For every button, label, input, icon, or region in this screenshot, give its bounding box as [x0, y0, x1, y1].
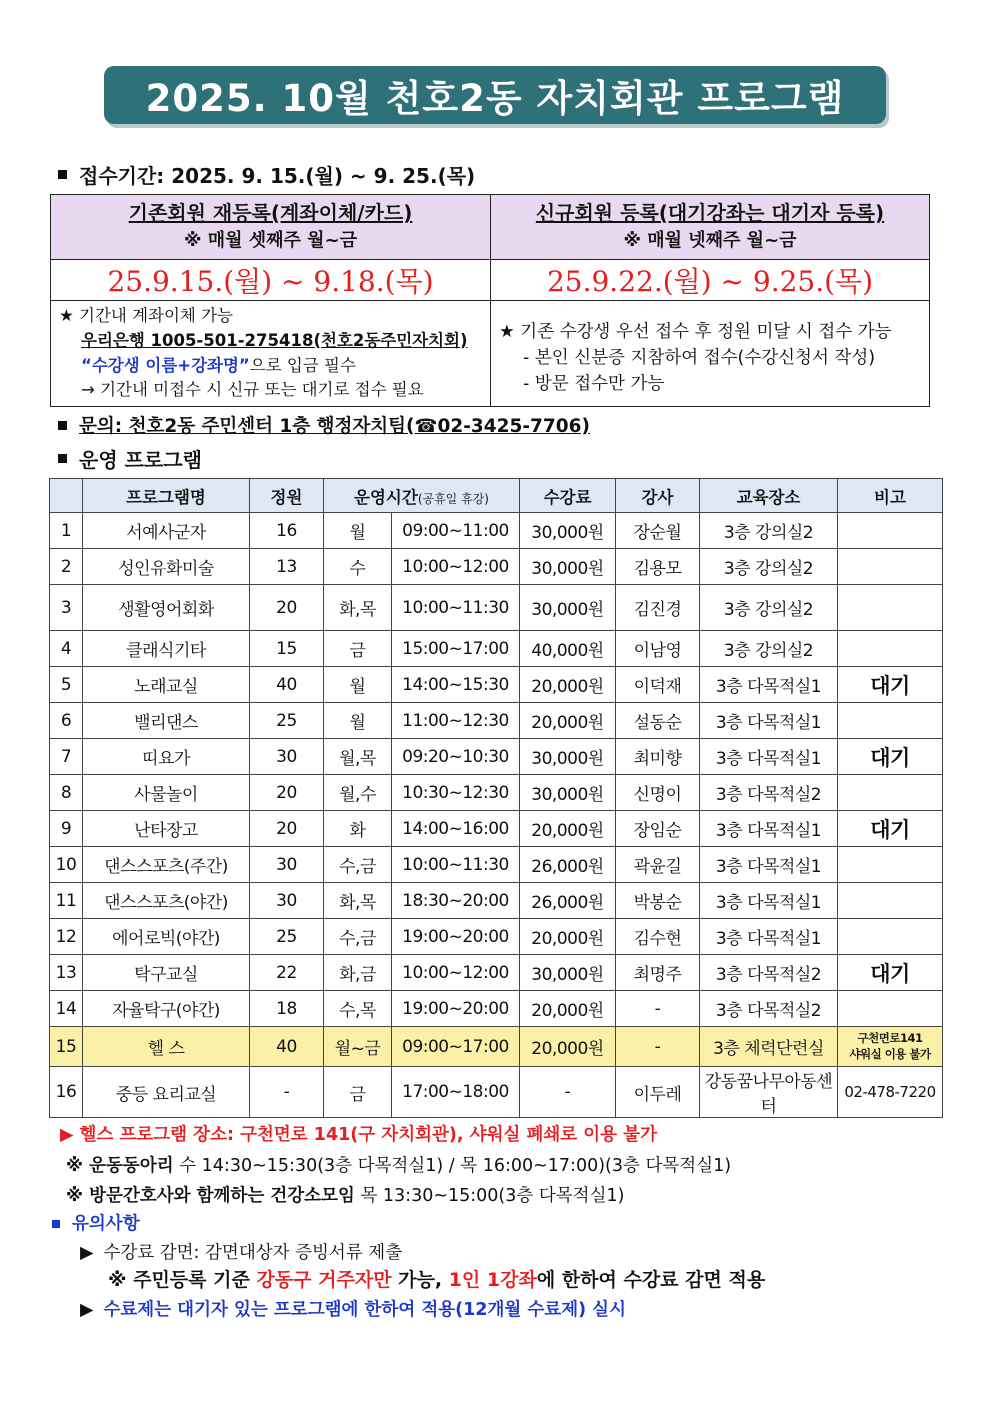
- note: [838, 631, 943, 667]
- program-name: 댄스스포츠(주간): [83, 847, 250, 883]
- table-row: [50, 775, 943, 811]
- time: 17:00~18:00: [392, 1067, 520, 1118]
- day: 화,목: [324, 585, 392, 631]
- fee: 20,000원: [520, 811, 616, 847]
- time: 10:00~11:30: [392, 847, 520, 883]
- place: 3층 다목적실1: [700, 703, 838, 739]
- teacher: 최명주: [616, 955, 700, 991]
- place: 3층 다목적실1: [700, 811, 838, 847]
- capacity: 30: [250, 883, 324, 919]
- day: 수,금: [324, 847, 392, 883]
- row-number: 15: [50, 1027, 83, 1067]
- caution-2-a: ※ 주민등록 기준: [108, 1269, 257, 1291]
- program-name: 생활영어회화: [83, 585, 250, 631]
- place: 3층 다목적실1: [700, 847, 838, 883]
- table-row: [50, 739, 943, 775]
- existing-member-schedule: ※ 매월 셋째주 월~금: [183, 230, 358, 252]
- note: 대기: [838, 811, 943, 847]
- capacity: 20: [250, 775, 324, 811]
- place: 3층 강의실2: [700, 631, 838, 667]
- row-number: 9: [50, 811, 83, 847]
- time: 11:00~12:30: [392, 703, 520, 739]
- id-card-note: - 본인 신분증 지참하여 접수(수강신청서 작성): [523, 347, 876, 368]
- caution-2-c: 가능,: [391, 1269, 449, 1291]
- note: 대기: [838, 955, 943, 991]
- teacher: 장임순: [616, 811, 700, 847]
- caution-2-d: 1인 1강좌: [448, 1269, 537, 1291]
- new-member-notes: [491, 301, 930, 407]
- note: [838, 1027, 943, 1067]
- bullet-square-icon: [58, 454, 67, 463]
- new-member-title: 신규회원 등록(대기강좌는 대기자 등록): [535, 201, 885, 226]
- period-line: [58, 160, 475, 189]
- existing-member-header: [51, 195, 491, 260]
- existing-member-title: 기존회원 재등록(계좌이체/카드): [128, 201, 413, 226]
- time: 09:00~11:00: [392, 513, 520, 549]
- club1-line: [66, 1152, 731, 1177]
- day: 화,금: [324, 955, 392, 991]
- place: 3층 강의실2: [700, 549, 838, 585]
- day: 수: [324, 549, 392, 585]
- note: [838, 883, 943, 919]
- capacity: 15: [250, 631, 324, 667]
- club2-label: ※ 방문간호사와 함께하는 건강소모임: [66, 1186, 355, 1206]
- registration-table: [50, 194, 930, 407]
- existing-member-notes: [51, 301, 491, 407]
- header-corner: [50, 479, 83, 513]
- table-header-row: [50, 479, 943, 513]
- row-number: 7: [50, 739, 83, 775]
- fee: 26,000원: [520, 847, 616, 883]
- header-teacher: 강사: [616, 479, 700, 513]
- teacher: 김용모: [616, 549, 700, 585]
- program-name: 밸리댄스: [83, 703, 250, 739]
- day: 월,수: [324, 775, 392, 811]
- caution-1-text: 수강료 감면: 감면대상자 증빙서류 제출: [103, 1243, 403, 1263]
- program-name: 클래식기타: [83, 631, 250, 667]
- teacher: 신명이: [616, 775, 700, 811]
- place: 3층 다목적실2: [700, 991, 838, 1027]
- bullet-square-icon: [58, 170, 67, 179]
- row-number: 4: [50, 631, 83, 667]
- fee: 20,000원: [520, 919, 616, 955]
- header-schedule-note: (공휴일 휴강): [417, 491, 489, 506]
- note: [838, 585, 943, 631]
- header-schedule: [324, 479, 520, 513]
- fee: 40,000원: [520, 631, 616, 667]
- table-row: [50, 631, 943, 667]
- club1-label: ※ 운동동아리: [66, 1156, 174, 1176]
- capacity: 20: [250, 585, 324, 631]
- program-table: [49, 478, 943, 1118]
- table-row: [50, 549, 943, 585]
- capacity: 22: [250, 955, 324, 991]
- triangle-icon: ▶: [80, 1300, 94, 1320]
- page-title: 2025. 10월 천호2동 자치회관 프로그램: [104, 66, 886, 124]
- teacher: -: [616, 1027, 700, 1067]
- header-schedule-label: 운영시간: [354, 487, 418, 507]
- fee: 20,000원: [520, 703, 616, 739]
- place: 3층 강의실2: [700, 513, 838, 549]
- existing-member-date: 25.9.15.(월) ~ 9.18.(목): [51, 260, 491, 301]
- capacity: 20: [250, 811, 324, 847]
- caution-3: [80, 1296, 626, 1321]
- caution-line: [52, 1210, 140, 1235]
- deposit-name-note: [59, 354, 482, 379]
- note: [838, 847, 943, 883]
- club2-line: [66, 1182, 624, 1207]
- programs-heading: 운영 프로그램: [79, 448, 202, 472]
- deposit-name-suffix: 으로 입금 필수: [249, 355, 356, 375]
- place: 3층 체력단련실: [700, 1027, 838, 1067]
- new-member-date: 25.9.22.(월) ~ 9.25.(목): [491, 260, 930, 301]
- program-name: 사물놀이: [83, 775, 250, 811]
- place: 3층 다목적실2: [700, 775, 838, 811]
- club1-text: 수 14:30~15:30(3층 다목적실1) / 목 16:00~17:00)(3층 다목적실1): [173, 1156, 732, 1176]
- registration-period: 접수기간: 2025. 9. 15.(월) ~ 9. 25.(목): [79, 164, 476, 188]
- place: 3층 다목적실1: [700, 667, 838, 703]
- program-name: 에어로빅(야간): [83, 919, 250, 955]
- table-row: [50, 883, 943, 919]
- place: 3층 다목적실1: [700, 919, 838, 955]
- table-row: [50, 847, 943, 883]
- health-notice: ▶ 헬스 프로그램 장소: 구천면로 141(구 자치회관), 샤워실 폐쇄로 이용 불가: [60, 1125, 657, 1145]
- fee: 20,000원: [520, 991, 616, 1027]
- capacity: 18: [250, 991, 324, 1027]
- header-note: 비고: [838, 479, 943, 513]
- time: 10:30~12:30: [392, 775, 520, 811]
- day: 금: [324, 631, 392, 667]
- bank-account: 우리은행 1005-501-275418(천호2동주민자치회): [81, 330, 468, 350]
- programs-heading-line: [58, 444, 202, 473]
- row-number: 10: [50, 847, 83, 883]
- row-number: 8: [50, 775, 83, 811]
- time: 14:00~16:00: [392, 811, 520, 847]
- note: [838, 549, 943, 585]
- note: [838, 775, 943, 811]
- time: 09:20~10:30: [392, 739, 520, 775]
- teacher: 이덕재: [616, 667, 700, 703]
- day: 수,목: [324, 991, 392, 1027]
- header-fee: 수강료: [520, 479, 616, 513]
- teacher: -: [616, 991, 700, 1027]
- program-name: 서예사군자: [83, 513, 250, 549]
- fee: 26,000원: [520, 883, 616, 919]
- fee: 20,000원: [520, 667, 616, 703]
- fee: 30,000원: [520, 549, 616, 585]
- day: 월,목: [324, 739, 392, 775]
- day: 수,금: [324, 919, 392, 955]
- fee: 30,000원: [520, 739, 616, 775]
- program-name: 노래교실: [83, 667, 250, 703]
- program-name: 자율탁구(야간): [83, 991, 250, 1027]
- time: 09:00~17:00: [392, 1027, 520, 1067]
- capacity: 13: [250, 549, 324, 585]
- day: 월~금: [324, 1027, 392, 1067]
- fee: -: [520, 1067, 616, 1118]
- day: 화: [324, 811, 392, 847]
- table-row: [50, 811, 943, 847]
- day: 금: [324, 1067, 392, 1118]
- bullet-square-icon: [58, 421, 67, 430]
- time: 10:00~11:30: [392, 585, 520, 631]
- caution-heading: 유의사항: [72, 1214, 140, 1234]
- capacity: 30: [250, 739, 324, 775]
- fee: 30,000원: [520, 585, 616, 631]
- program-name: 헬 스: [83, 1027, 250, 1067]
- club2-text: 목 13:30~15:00(3층 다목적실1): [354, 1186, 625, 1206]
- capacity: 40: [250, 1027, 324, 1067]
- inquiry-line: [58, 412, 590, 438]
- teacher: 이남영: [616, 631, 700, 667]
- table-row: [50, 667, 943, 703]
- row-number: 6: [50, 703, 83, 739]
- row-number: 2: [50, 549, 83, 585]
- day: 월: [324, 667, 392, 703]
- caution-2: [108, 1265, 765, 1292]
- capacity: 40: [250, 667, 324, 703]
- table-row: [50, 585, 943, 631]
- caution-2-e: 에 한하여 수강료 감면 적용: [536, 1269, 766, 1291]
- day: 월: [324, 513, 392, 549]
- row-number: 13: [50, 955, 83, 991]
- teacher: 설동순: [616, 703, 700, 739]
- deposit-name-format: “수강생 이름+강좌명”: [81, 355, 250, 375]
- day: 화,목: [324, 883, 392, 919]
- program-name: 띠요가: [83, 739, 250, 775]
- table-row: [50, 991, 943, 1027]
- time: 19:00~20:00: [392, 919, 520, 955]
- time: 18:30~20:00: [392, 883, 520, 919]
- program-name: 성인유화미술: [83, 549, 250, 585]
- program-name: 탁구교실: [83, 955, 250, 991]
- teacher: 김수현: [616, 919, 700, 955]
- day: 월: [324, 703, 392, 739]
- time: 10:00~12:00: [392, 955, 520, 991]
- caution-2-b: 강동구 거주자만: [256, 1269, 392, 1291]
- row-number: 16: [50, 1067, 83, 1118]
- inquiry-text: 문의: 천호2동 주민센터 1층 행정자치팀(☎02-3425-7706): [79, 416, 591, 437]
- caution-3-text: 수료제는 대기자 있는 프로그램에 한하여 적용(12개월 수료제) 실시: [103, 1300, 626, 1320]
- fee: 30,000원: [520, 513, 616, 549]
- time: 19:00~20:00: [392, 991, 520, 1027]
- table-row: [50, 1027, 943, 1067]
- note: 대기: [838, 739, 943, 775]
- visit-only-note: - 방문 접수만 가능: [523, 374, 665, 395]
- header-name: 프로그램명: [83, 479, 250, 513]
- time: 14:00~15:30: [392, 667, 520, 703]
- priority-note: ★ 기존 수강생 우선 접수 후 정원 미달 시 접수 가능: [499, 321, 892, 342]
- teacher: 김진경: [616, 585, 700, 631]
- row-number: 12: [50, 919, 83, 955]
- note-line-2: 샤워실 이용 불가: [849, 1046, 931, 1061]
- place: 3층 다목적실1: [700, 739, 838, 775]
- teacher: 이두레: [616, 1067, 700, 1118]
- header-place: 교육장소: [700, 479, 838, 513]
- table-row: [50, 1067, 943, 1118]
- caution-1: [80, 1239, 402, 1264]
- row-number: 14: [50, 991, 83, 1027]
- fee: 20,000원: [520, 1027, 616, 1067]
- place: 3층 다목적실2: [700, 955, 838, 991]
- time: 15:00~17:00: [392, 631, 520, 667]
- header-capacity: 정원: [250, 479, 324, 513]
- table-row: [50, 513, 943, 549]
- note: [838, 919, 943, 955]
- capacity: 30: [250, 847, 324, 883]
- table-row: [50, 703, 943, 739]
- place: 3층 강의실2: [700, 585, 838, 631]
- new-member-header: [491, 195, 930, 260]
- capacity: 25: [250, 703, 324, 739]
- teacher: 최미향: [616, 739, 700, 775]
- program-name: 난타장고: [83, 811, 250, 847]
- table-row: [50, 919, 943, 955]
- note: [838, 991, 943, 1027]
- place: 3층 다목적실1: [700, 883, 838, 919]
- late-registration-note: → 기간내 미접수 시 신규 또는 대기로 접수 필요: [81, 380, 424, 400]
- row-number: 5: [50, 667, 83, 703]
- note: [838, 703, 943, 739]
- time: 10:00~12:00: [392, 549, 520, 585]
- program-name: 댄스스포츠(야간): [83, 883, 250, 919]
- note-line-1: 구천면로141: [857, 1030, 923, 1045]
- program-name: 중등 요리교실: [83, 1067, 250, 1118]
- triangle-icon: ▶: [80, 1243, 94, 1263]
- note: [838, 513, 943, 549]
- capacity: -: [250, 1067, 324, 1118]
- capacity: 25: [250, 919, 324, 955]
- teacher: 곽윤길: [616, 847, 700, 883]
- note: 대기: [838, 667, 943, 703]
- fee: 30,000원: [520, 955, 616, 991]
- row-number: 1: [50, 513, 83, 549]
- row-number: 3: [50, 585, 83, 631]
- fee: 30,000원: [520, 775, 616, 811]
- row-number: 11: [50, 883, 83, 919]
- note-transfer: ★ 기간내 계좌이체 가능: [59, 306, 233, 325]
- capacity: 16: [250, 513, 324, 549]
- teacher: 장순월: [616, 513, 700, 549]
- place: 강동꿈나무아동센터: [700, 1067, 838, 1118]
- table-row: [50, 955, 943, 991]
- note: 02-478-7220: [838, 1067, 943, 1118]
- teacher: 박봉순: [616, 883, 700, 919]
- bullet-square-icon: [52, 1220, 60, 1228]
- new-member-schedule: ※ 매월 넷째주 월~금: [623, 230, 797, 252]
